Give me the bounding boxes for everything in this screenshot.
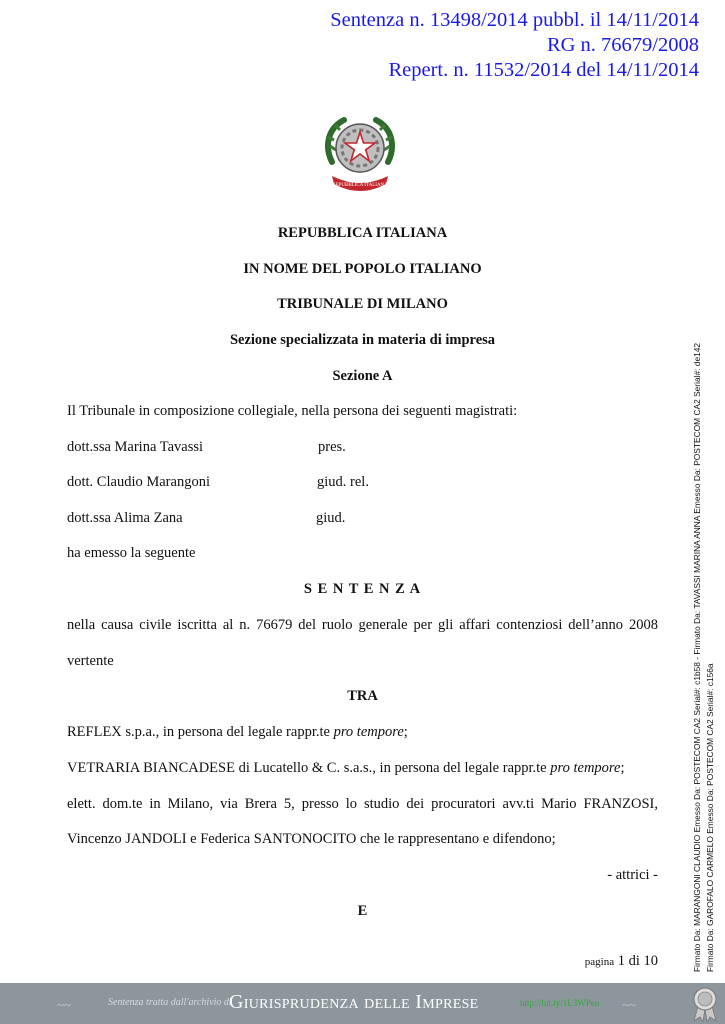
judge-name: dott.ssa Alima Zana	[67, 510, 183, 526]
case-description: nella causa civile iscritta al n. 76679 del ruolo generale per gli affari contenziosi dell’anno 2008	[67, 617, 658, 633]
title-section: Sezione specializzata in materia di impresa	[229, 332, 496, 348]
page-total: di 10	[628, 953, 658, 969]
rg-number: RG n. 76679/2008	[546, 34, 699, 56]
italian-republic-emblem-icon	[322, 110, 398, 196]
issued-text: ha emesso la seguente	[67, 545, 196, 561]
sentenza-heading: S E N T E N Z A	[303, 581, 422, 597]
intro-text: Il Tribunale in composizione collegiale, nella persona dei seguenti magistrati:	[67, 403, 518, 419]
judge-role: pres.	[318, 439, 346, 455]
counsel-line: Vincenzo JANDOLI e Federica SANTONOCITO che le rappresentano e difendono;	[67, 831, 556, 847]
judge-name: dott.ssa Marina Tavassi	[67, 439, 204, 455]
party-vetraria	[67, 760, 625, 777]
judge-name: dott. Claudio Marangoni	[67, 474, 210, 490]
judge-role: giud.	[316, 510, 346, 526]
party-reflex-italic: pro tempore	[333, 724, 404, 740]
party-vetraria-italic: pro tempore	[550, 760, 621, 776]
title-court: TRIBUNALE DI MILANO	[277, 296, 448, 312]
case-vertente: vertente	[67, 653, 114, 669]
repertorio-number: Repert. n. 11532/2014 del 14/11/2014	[388, 59, 699, 81]
judge-role: giud. rel.	[317, 474, 369, 490]
attrici-label: - attrici -	[607, 867, 658, 883]
award-badge-icon	[689, 986, 721, 1022]
party-reflex	[67, 724, 408, 741]
page-number	[585, 953, 658, 970]
tra-heading: TRA	[347, 688, 378, 704]
address-line: elett. dom.te in Milano, via Brera 5, presso lo studio dei procuratori avv.ti Mario FRANZOSI,	[67, 796, 658, 812]
party-reflex-end: ;	[403, 724, 408, 740]
party-vetraria-end: ;	[620, 760, 625, 776]
page-label: pagina	[584, 956, 615, 968]
title-people: IN NOME DEL POPOLO ITALIANO	[243, 261, 482, 277]
footer-archive-text: Sentenza tratta dall'archivio di	[108, 997, 232, 1008]
ornament-left-icon: ~~	[57, 997, 72, 1012]
footer-url[interactable]: http://bit.ly/1L3WPen	[520, 998, 600, 1008]
signature-line-1: Firmato Da: MARANGONI CLAUDIO Emesso Da: POSTECOM CA2 Serial#: c1b58 - Firmato Da: TAVASSI MARINA ANNA Emesso Da: POSTECOM CA2 Serial#: de142	[692, 342, 702, 972]
e-heading: E	[357, 903, 368, 919]
party-vetraria-text: VETRARIA BIANCADESE di Lucatello & C. s.a.s., in persona del legale rappr.te	[67, 760, 551, 776]
ornament-right-icon: ~~	[622, 997, 637, 1012]
footer-brand: Giurisprudenza delle Imprese	[229, 991, 479, 1013]
emblem-motto: REPUBBLICA ITALIANA	[332, 183, 388, 188]
sentenza-number: Sentenza n. 13498/2014 pubbl. il 14/11/2014	[330, 9, 699, 31]
page-current: 1	[617, 953, 625, 969]
title-republic: REPUBBLICA ITALIANA	[277, 225, 448, 241]
title-subsection: Sezione A	[332, 368, 393, 384]
signature-line-2: Firmato Da: GAROFALO CARMELO Emesso Da: POSTECOM CA2 Serial#: c156a	[705, 663, 715, 972]
party-reflex-text: REFLEX s.p.a., in persona del legale rappr.te	[67, 724, 334, 740]
footer-bar	[0, 983, 725, 1024]
